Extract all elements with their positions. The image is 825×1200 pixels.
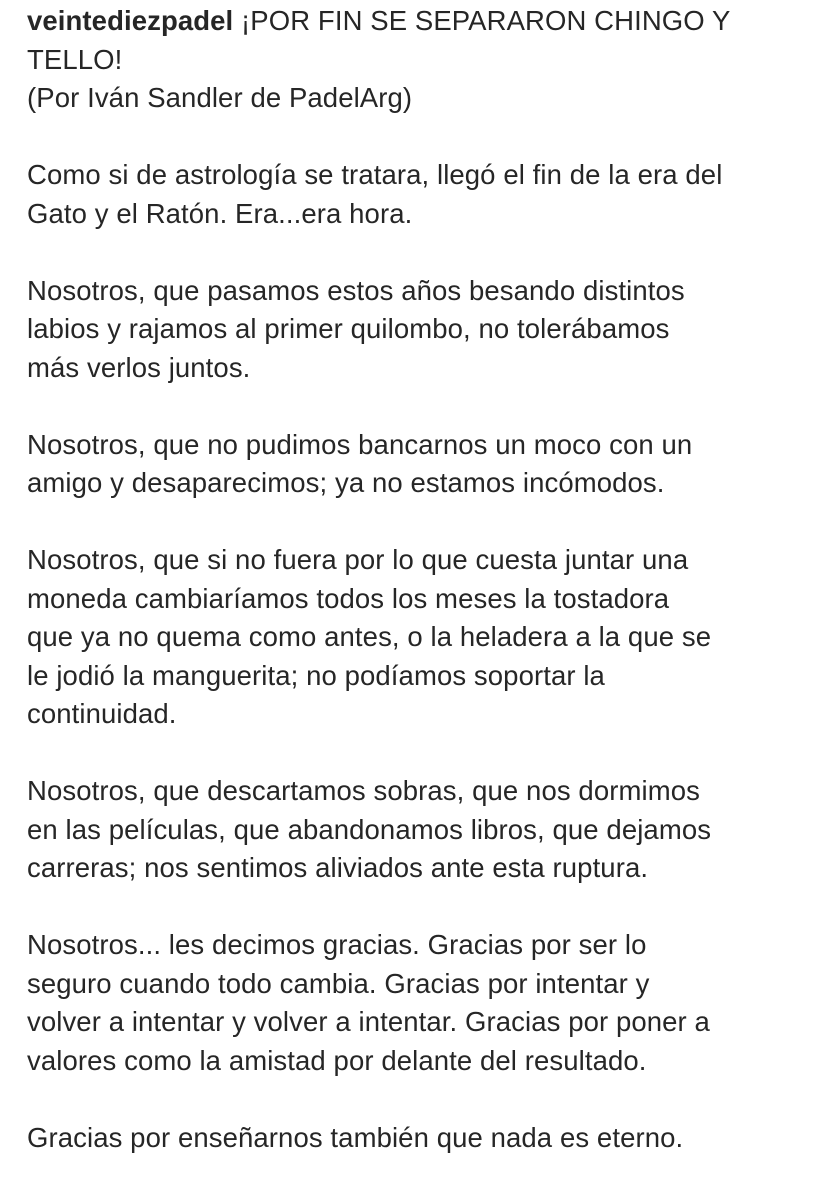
caption-text-line: Gato y el Ratón. Era...era hora.	[27, 197, 413, 229]
caption-text-line: carreras; nos sentimos aliviados ante esta ruptura.	[27, 852, 649, 883]
caption-header-line	[27, 2, 817, 41]
caption-paragraph-2	[27, 272, 817, 388]
caption-text-line: labios y rajamos al primer quilombo, no tolerábamos	[27, 313, 670, 344]
caption-title-line-2: TELLO!	[27, 43, 123, 75]
paragraph-gap	[27, 888, 817, 927]
caption-byline: (Por Iván Sandler de PadelArg)	[27, 82, 413, 113]
paragraph-gap	[27, 1080, 817, 1119]
caption-text-line: Nosotros, que no pudimos bancarnos un moco con un	[27, 428, 693, 460]
paragraph-gap	[27, 118, 817, 157]
caption-text-line: Nosotros, que pasamos estos años besando distintos	[27, 274, 685, 306]
caption-text-line: más verlos juntos.	[27, 351, 251, 383]
caption-text-line: le jodió la manguerita; no podíamos soportar la	[27, 659, 605, 691]
caption-text-line: valores como la amistad por delante del resultado.	[27, 1044, 647, 1076]
caption-paragraph-6	[27, 926, 817, 1080]
caption-text-line: Nosotros... les decimos gracias. Gracias por ser lo	[27, 929, 647, 960]
paragraph-gap	[27, 734, 817, 773]
paragraph-gap	[27, 387, 817, 426]
caption-text-line: Gracias por enseñarnos también que nada es eterno.	[27, 1121, 684, 1153]
caption-text-line: continuidad.	[27, 698, 177, 729]
caption-text-line: amigo y desaparecimos; ya no estamos incómodos.	[27, 467, 665, 498]
caption-text-line: que ya no quema como antes, o la heladera a la que se	[27, 621, 712, 652]
username-link[interactable]: veintediezpadel	[27, 5, 234, 36]
caption-text-line: moneda cambiaríamos todos los meses la tostadora	[27, 582, 670, 614]
caption-text-line: Nosotros, que descartamos sobras, que nos dormimos	[27, 775, 700, 806]
caption-title-line-1: ¡POR FIN SE SEPARARON CHINGO Y	[241, 5, 731, 36]
paragraph-gap	[27, 503, 817, 542]
caption-paragraph-5	[27, 772, 817, 888]
caption-paragraph-3	[27, 426, 817, 503]
caption-paragraph-7	[27, 1119, 817, 1158]
caption-text-line: en las películas, que abandonamos libros, que dejamos	[27, 813, 712, 845]
caption-text-line: Nosotros, que si no fuera por lo que cuesta juntar una	[27, 544, 689, 575]
caption-text-line: Como si de astrología se tratara, llegó el fin de la era del	[27, 159, 723, 190]
paragraph-gap	[27, 233, 817, 272]
caption-text-line: seguro cuando todo cambia. Gracias por intentar y	[27, 967, 650, 999]
caption-paragraph-1	[27, 156, 817, 233]
caption-text-line: volver a intentar y volver a intentar. Gracias por poner a	[27, 1006, 710, 1037]
caption-paragraph-4	[27, 541, 817, 734]
post-caption	[27, 0, 817, 1157]
